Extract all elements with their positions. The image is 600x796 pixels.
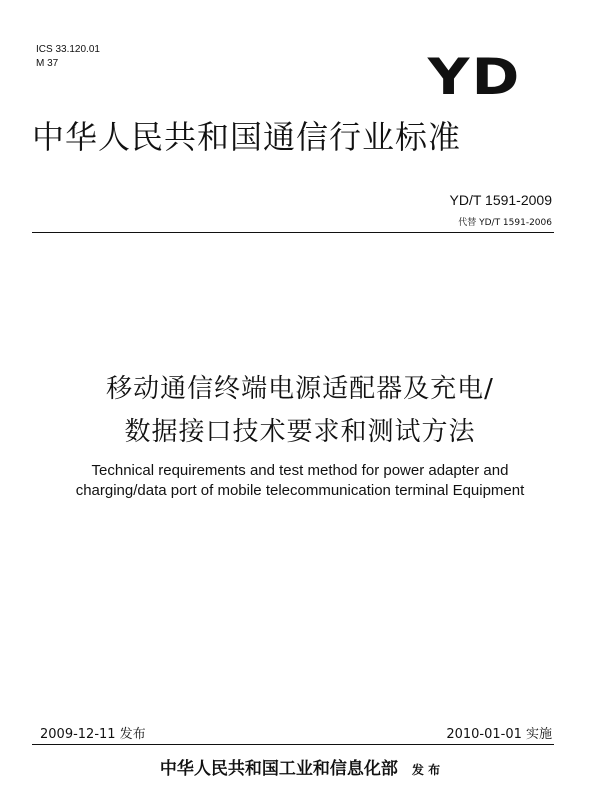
yd-logo: YD <box>428 48 522 106</box>
title-cn-line2: 数据接口技术要求和测试方法 <box>124 417 476 447</box>
title-en-line2: charging/data port of mobile telecommunication terminal Equipment <box>75 482 525 499</box>
title-cn-line1: 移动通信终端电源适配器及充电/ <box>106 374 494 404</box>
replaces-note: 代替 YD/T 1591-2006 <box>458 218 552 228</box>
issuer-line <box>0 754 600 779</box>
issuer-name: 中华人民共和国工业和信息化部 <box>159 759 398 779</box>
top-divider <box>32 232 554 233</box>
ics-code: ICS 33.120.01 <box>36 44 100 55</box>
issuer-action: 发 布 <box>411 763 441 777</box>
standard-type-title: 中华人民共和国通信行业标准 <box>32 118 462 156</box>
ccs-code: M 37 <box>36 58 59 69</box>
implement-date: 2010-01-01 实施 <box>446 727 552 742</box>
bottom-divider <box>32 744 554 745</box>
title-en-line1: Technical requirements and test method for power adapter and <box>91 462 509 479</box>
standard-code: YD/T 1591-2009 <box>449 192 552 208</box>
issue-date: 2009-12-11 发布 <box>40 727 146 742</box>
